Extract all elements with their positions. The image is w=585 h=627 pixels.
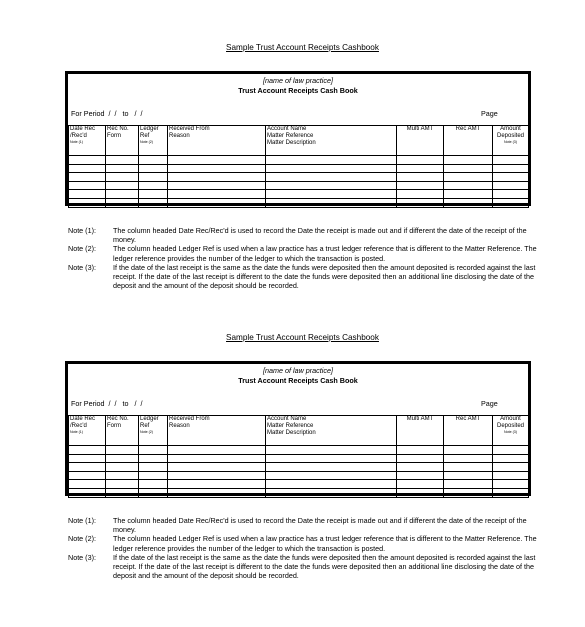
cash-book-title: Trust Account Receipts Cash Book [238,86,358,95]
note-1: Note (1): The column headed Date Rec/Rec'd is used to record the Date the receipt is made out and if different the date of the receipt of the money. [68,226,527,245]
table-row [69,480,529,489]
document-title: Sample Trust Account Receipts Cashbook [226,43,379,52]
col-rec-no: Rec No. Form [106,416,139,446]
col-rec-amt: Rec AMT [444,126,493,156]
col-rec-no: Rec No. Form [106,126,139,156]
col-amount-deposited: Amount Deposited Note (3) [493,126,529,156]
col-multi-amt: Multi AMT [397,416,444,446]
table-row [69,446,529,455]
firm-name-placeholder: [name of law practice] [263,366,333,375]
table-row [69,488,529,497]
table-row [69,181,529,190]
table-row [69,164,529,173]
document-title: Sample Trust Account Receipts Cashbook [226,333,379,342]
table-header-row [69,416,529,446]
col-account-name: Account Name Matter Reference Matter Description [266,416,397,446]
table-row [69,198,529,207]
page-label: Page [481,399,498,408]
receipts-table [68,125,529,208]
table-header-row [69,126,529,156]
col-account-name: Account Name Matter Reference Matter Description [266,126,397,156]
note-2: Note (2): The column headed Ledger Ref is used when a law practice has a trust ledger reference that is different to the Matter Reference. The ledger reference provides the number of the ledger to which the transaction is posted. [68,244,537,263]
period-label: For Period / / to / / [71,109,143,118]
page-label: Page [481,109,498,118]
note-3: Note (3): If the date of the last receipt is the same as the date the funds were deposited then the amount deposited is recorded against the last receipt. If the date of the last receipt is different to the date the funds were deposited then an additional line disclosing the date of the deposit and the amount of the deposit should be recorded. [68,262,536,291]
col-ledger-ref: Ledger Ref Note (2) [139,416,168,446]
notes-block [68,516,538,580]
table-row [69,173,529,182]
receipts-table [68,415,529,498]
table-row [69,471,529,480]
note-2: Note (2): The column headed Ledger Ref is used when a law practice has a trust ledger reference that is different to the Matter Reference. The ledger reference provides the number of the ledger to which the transaction is posted. [68,534,537,553]
note-3: Note (3): If the date of the last receipt is the same as the date the funds were deposited then the amount deposited is recorded against the last receipt. If the date of the last receipt is different to the date the funds were deposited then an additional line disclosing the date of the deposit and the amount of the deposit should be recorded. [68,552,536,581]
cashbook-form [65,71,531,206]
col-multi-amt: Multi AMT [397,126,444,156]
col-date-rec: Date Rec /Rec'd Note (1) [69,416,106,446]
col-date-rec: Date Rec /Rec'd Note (1) [69,126,106,156]
note-1: Note (1): The column headed Date Rec/Rec'd is used to record the Date the receipt is made out and if different the date of the receipt of the money. [68,516,527,535]
firm-name-placeholder: [name of law practice] [263,76,333,85]
col-received-from: Received From Reason [168,126,266,156]
cash-book-title: Trust Account Receipts Cash Book [238,376,358,385]
cashbook-form [65,361,531,496]
col-ledger-ref: Ledger Ref Note (2) [139,126,168,156]
notes-block [68,226,538,290]
col-received-from: Received From Reason [168,416,266,446]
table-row [69,454,529,463]
table-row [69,190,529,199]
col-rec-amt: Rec AMT [444,416,493,446]
table-row [69,156,529,165]
table-row [69,463,529,472]
period-label: For Period / / to / / [71,399,143,408]
col-amount-deposited: Amount Deposited Note (3) [493,416,529,446]
